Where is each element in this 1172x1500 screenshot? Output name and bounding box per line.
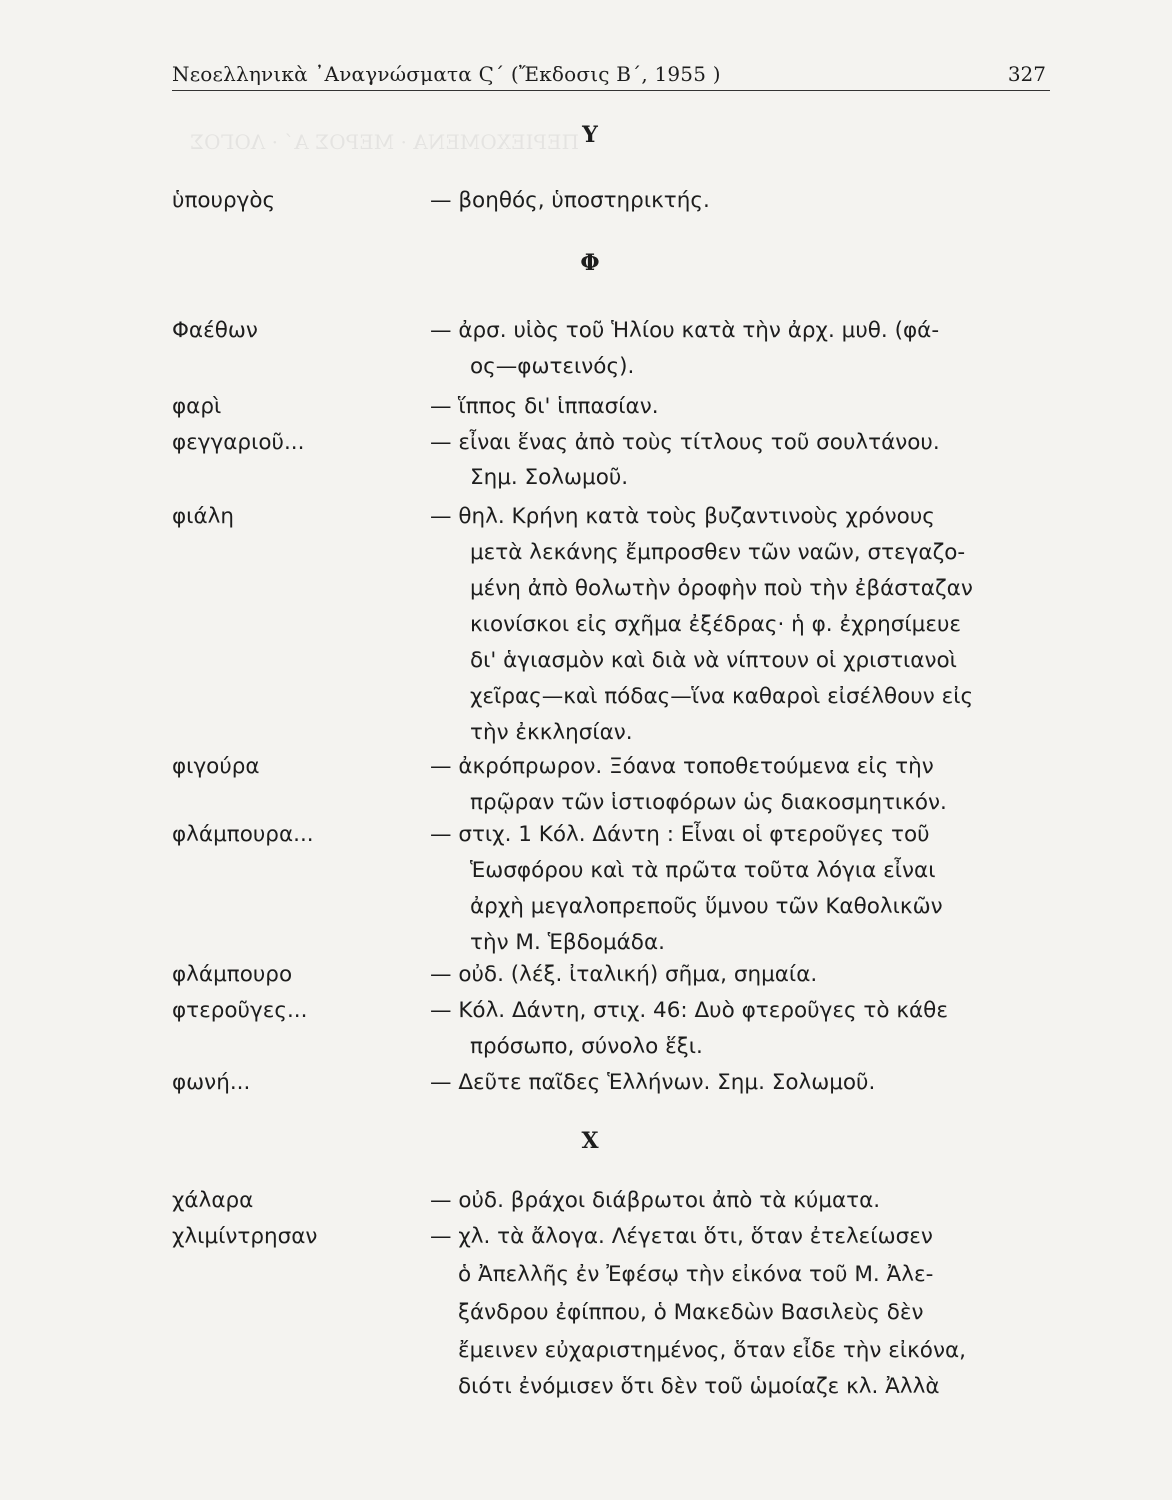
entry-definition-line: — βοηθός, ὑποστηρικτής. [430,188,710,213]
entry-definition-line: τὴν Μ. Ἑβδομάδα. [470,930,665,955]
entry-definition-line: — εἶναι ἕνας ἀπὸ τοὺς τίτλους τοῦ σουλτάνου. [430,430,940,455]
entry-definition-line: — ἀκρόπρωρον. Ξόανα τοποθετούμενα εἰς τὴν [430,754,934,779]
entry-definition-line: χεῖρας—καὶ πόδας—ἵνα καθαροὶ εἰσέλθουν εἰς [470,684,974,709]
entry-definition-line: Σημ. Σολωμοῦ. [470,465,629,490]
entry-definition-line: — Κόλ. Δάντη, στιχ. 46: Δυὸ φτεροῦγες τὸ κάθε [430,998,948,1023]
entry-definition-line: πρῷραν τῶν ἱστιοφόρων ὡς διακοσμητικόν. [470,790,947,815]
entry-definition-line: μένη ἀπὸ θολωτὴν ὀροφὴν ποὺ τὴν ἐβάσταζαν [470,576,973,601]
entry-term: φεγγαριοῦ... [172,430,305,455]
entry-definition-line: — οὐδ. (λέξ. ἰταλική) σῆμα, σημαία. [430,962,818,987]
entry-definition-line: — Δεῦτε παῖδες Ἑλλήνων. Σημ. Σολωμοῦ. [430,1070,876,1095]
entry-term: φωνή... [172,1070,251,1095]
show-through-text: ΠΕΡΙΕΧΟΜΕΝΑ · ΜΕΡΟΣ Α΄ · ΛΟΓΟΣ [190,130,579,154]
page-number: 327 [1007,62,1046,86]
entry-definition-line: — χλ. τὰ ἄλογα. Λέγεται ὅτι, ὅταν ἐτελείωσεν [430,1224,933,1249]
entry-definition-line: ἀρχὴ μεγαλοπρεποῦς ὕμνου τῶν Καθολικῶν [470,894,943,919]
running-title: Νεοελληνικὰ ᾿Αναγνώσματα Ϛ΄ (Ἔκδοσις Β΄, 1955 ) [172,62,721,86]
entry-definition-line: Ἑωσφόρου καὶ τὰ πρῶτα τοῦτα λόγια εἶναι [470,858,936,883]
entry-definition-line: — ἵππος δι' ἱππασίαν. [430,394,659,419]
entry-term: φαρὶ [172,394,222,419]
entry-definition-line: ξάνδρου ἐφίππου, ὁ Μακεδὼν Βασιλεὺς δὲν [458,1300,924,1325]
entry-term: χλιμίντρησαν [172,1224,318,1249]
entry-definition-line: κιονίσκοι εἰς σχῆμα ἐξέδρας· ἡ φ. ἐχρησίμευε [470,612,962,637]
entry-definition-line: πρόσωπο, σύνολο ἕξι. [470,1034,703,1059]
entry-definition-line: ἔμεινεν εὐχαριστημένος, ὅταν εἶδε τὴν εἰκόνα, [458,1338,966,1363]
entry-term: Φαέθων [172,318,258,343]
entry-definition-line: τὴν ἐκκλησίαν. [470,720,633,745]
entry-definition-line: — οὐδ. βράχοι διάβρωτοι ἀπὸ τὰ κύματα. [430,1188,881,1213]
entry-definition-line: δι' ἁγιασμὸν καὶ διὰ νὰ νίπτουν οἱ χριστιανοὶ [470,648,957,673]
entry-definition-line: ος—φωτεινός). [470,354,635,379]
section-letter-chi: Χ [581,1128,599,1154]
entry-term: φιάλη [172,504,234,529]
entry-term: φτεροῦγες... [172,998,308,1023]
entry-definition-line: μετὰ λεκάνης ἔμπροσθεν τῶν ναῶν, στεγαζο- [470,540,966,565]
entry-definition-line: διότι ἐνόμισεν ὅτι δὲν τοῦ ὡμοίαζε κλ. Ἀλλὰ [458,1374,940,1399]
entry-term: φλάμπουρο [172,962,293,987]
entry-term: χάλαρα [172,1188,254,1213]
entry-definition-line: ὁ Ἀπελλῆς ἐν Ἐφέσῳ τὴν εἰκόνα τοῦ Μ. Ἀλε- [458,1262,934,1287]
entry-definition-line: — θηλ. Κρήνη κατὰ τοὺς βυζαντινοὺς χρόνους [430,504,935,529]
entry-term: φιγούρα [172,754,260,779]
section-letter-phi: Φ [580,250,600,276]
entry-term: φλάμπουρα... [172,822,314,847]
entry-definition-line: — στιχ. 1 Κόλ. Δάντη : Εἶναι οἱ φτεροῦγες τοῦ [430,822,930,847]
section-letter-upsilon: Υ [582,122,598,148]
page-header [172,62,1050,91]
entry-term: ὑπουργὸς [172,188,276,213]
entry-definition-line: — ἀρσ. υἱὸς τοῦ Ἡλίου κατὰ τὴν ἀρχ. μυθ. (φά- [430,318,940,343]
